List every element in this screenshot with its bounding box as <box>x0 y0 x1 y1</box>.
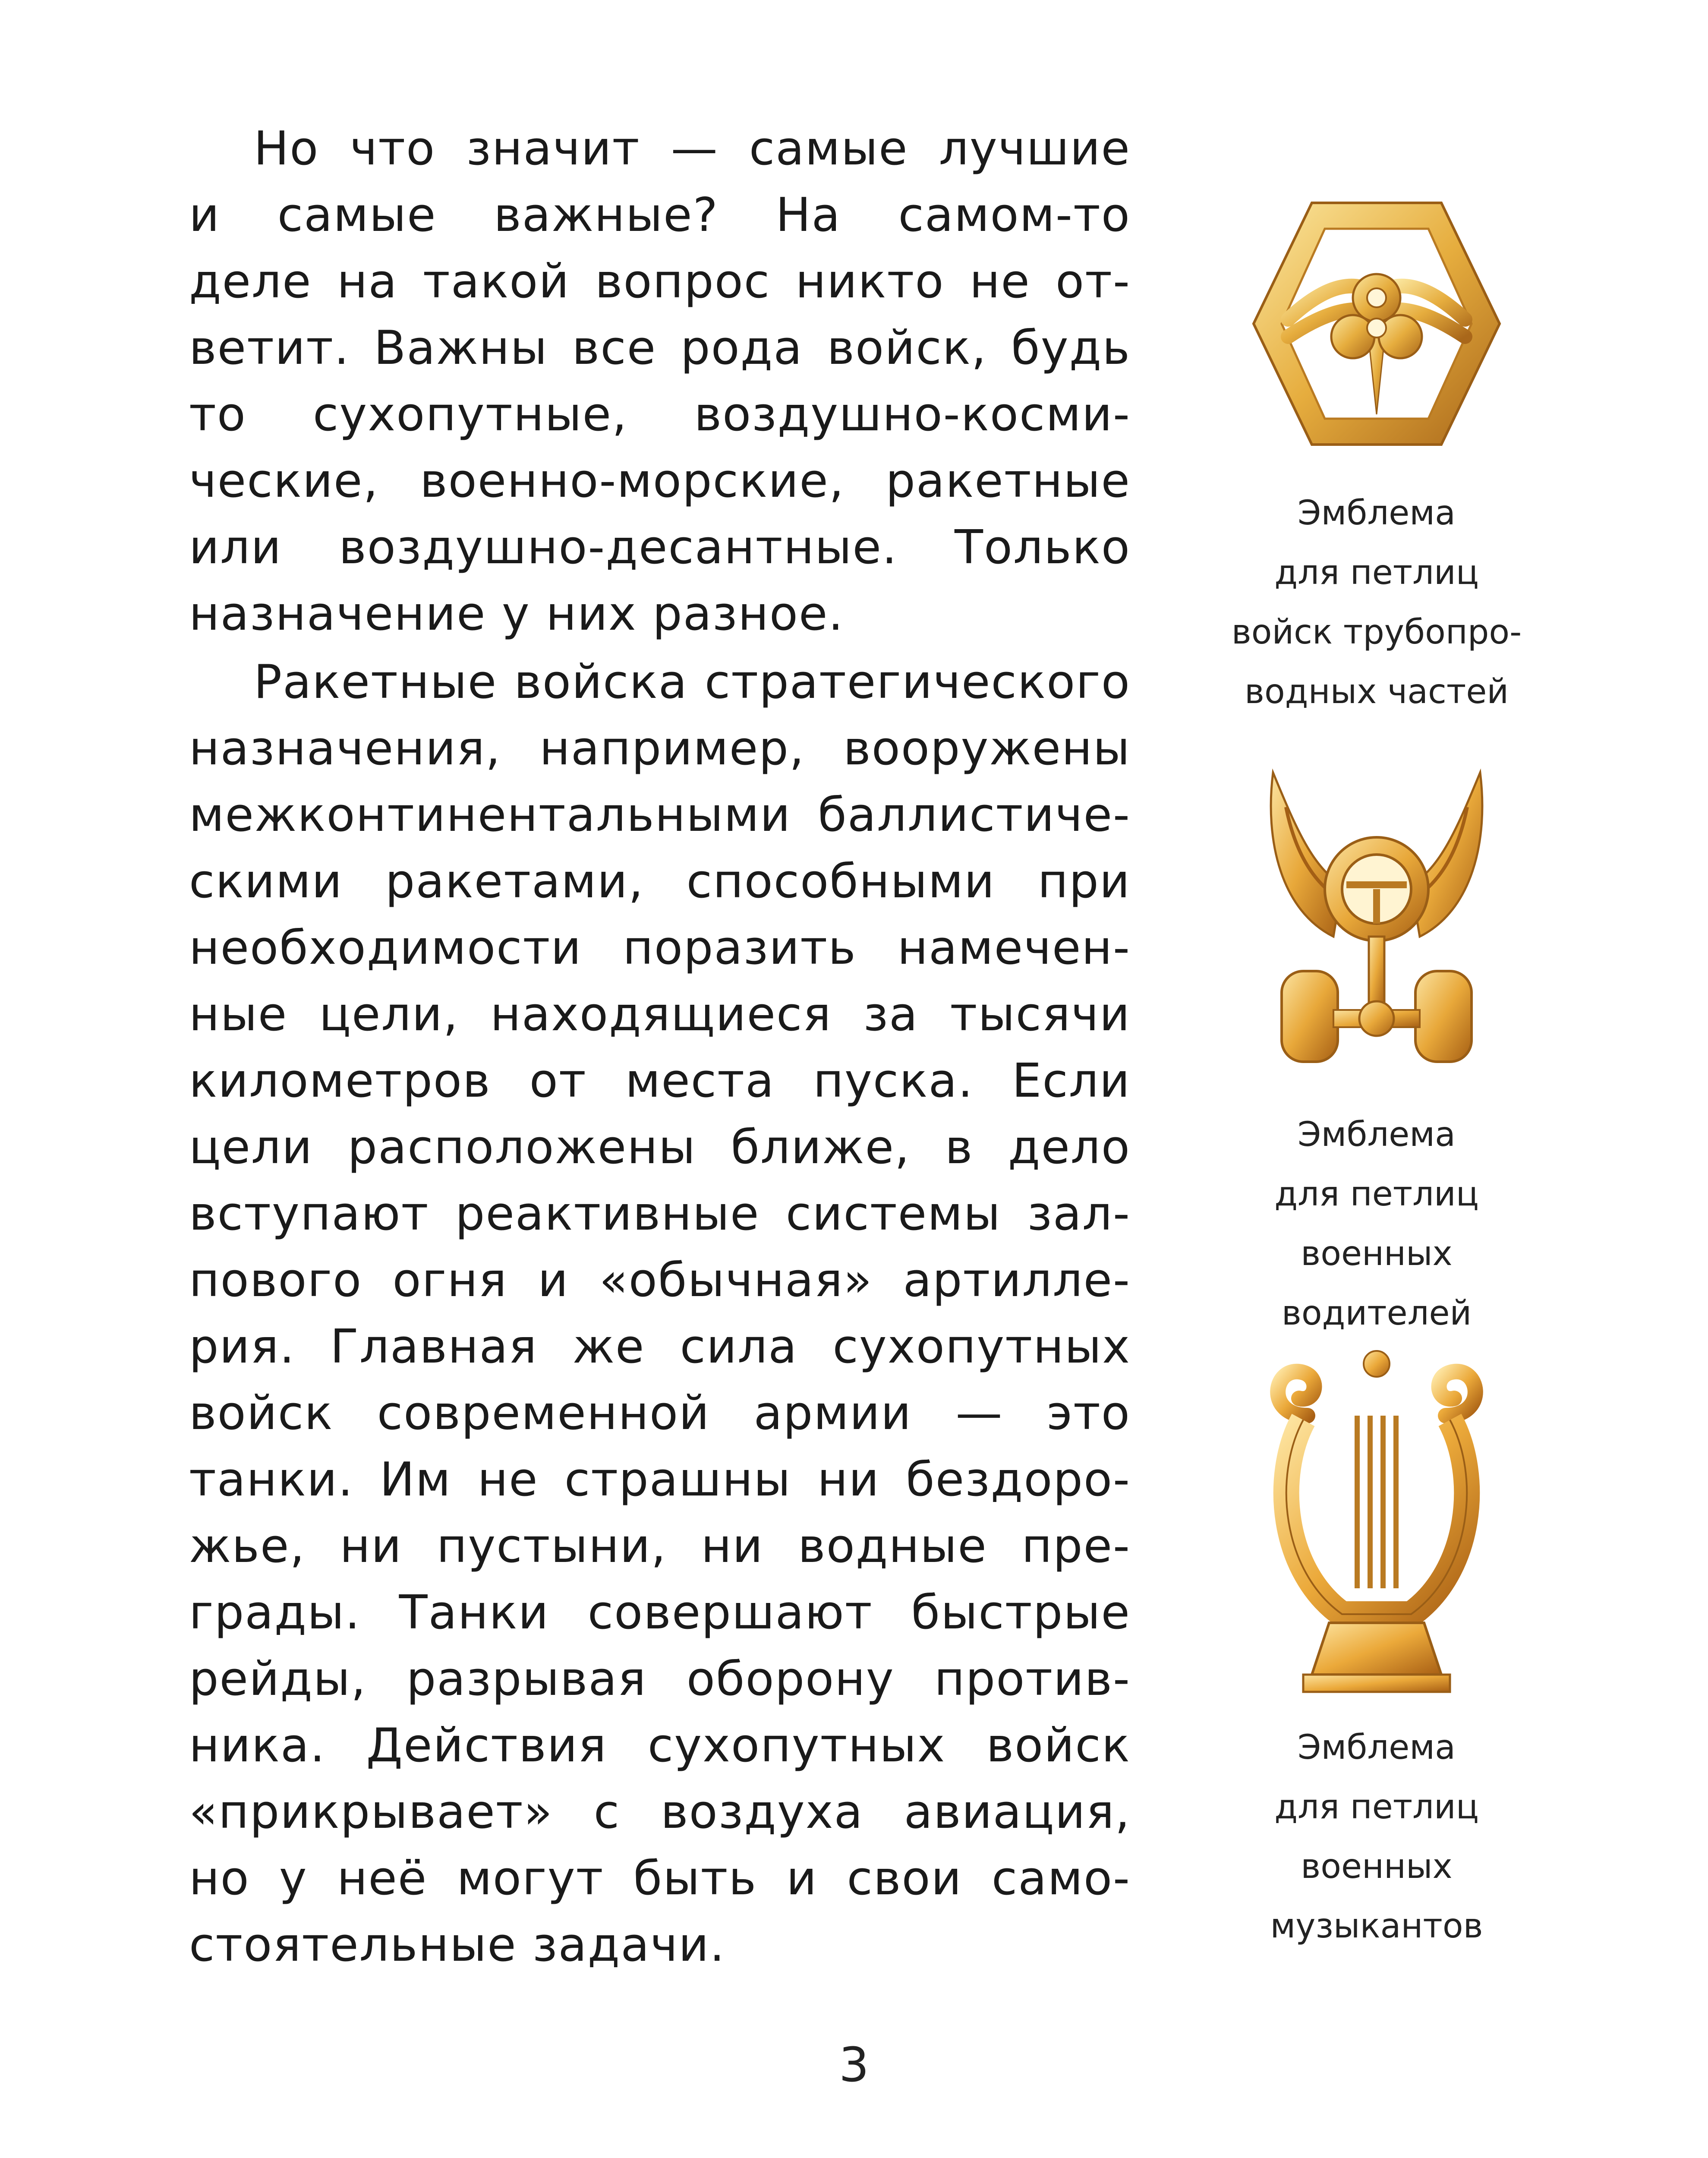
text-line: ческие, военно-морские, ракетные <box>189 454 1131 508</box>
text-line: назначение у них разное. <box>189 587 844 641</box>
text-line: но у неё могут быть и свои само- <box>189 1852 1131 1906</box>
text-line: ника. Действия сухопутных войск <box>189 1719 1131 1773</box>
text-line: Ракетные войска стратегического <box>254 655 1131 709</box>
emblem-caption: Эмблема для петлиц войск трубопро- водных частей <box>1231 494 1522 711</box>
text-line: цели расположены ближе, в дело <box>189 1120 1131 1174</box>
text-line: рейды, разрывая оборону против- <box>189 1652 1131 1706</box>
text-line: пового огня и «обычная» артилле- <box>189 1253 1131 1307</box>
main-text <box>189 116 1131 1978</box>
text-line: ветит. Важны все рода войск, будь <box>189 321 1131 375</box>
winged-wheel-emblem-icon <box>1256 755 1497 1085</box>
text-line: «прикрывает» с воздуха авиация, <box>189 1785 1131 1839</box>
text-line: грады. Танки совершают быстрые <box>189 1586 1131 1640</box>
text-line: километров от места пуска. Если <box>189 1054 1131 1108</box>
text-line: и самые важные? На самом-то <box>189 188 1131 242</box>
text-line: вступают реактивные системы зал- <box>189 1187 1131 1241</box>
text-line: деле на такой вопрос никто не от- <box>189 255 1131 309</box>
page-number: 3 <box>839 2037 869 2092</box>
lyre-emblem-icon <box>1256 1347 1497 1702</box>
text-line: то сухопутные, воздушно-косми- <box>189 388 1131 442</box>
text-line: ные цели, находящиеся за тысячи <box>189 988 1131 1041</box>
text-line: необходимости поразить намечен- <box>189 921 1131 975</box>
text-line: танки. Им не страшны ни бездоро- <box>189 1453 1131 1507</box>
text-line: стоятельные задачи. <box>189 1918 725 1972</box>
text-line: межконтинентальными баллистиче- <box>189 788 1131 842</box>
text-line: жье, ни пустыни, ни водные пре- <box>189 1519 1131 1573</box>
text-line: рия. Главная же сила сухопутных <box>189 1320 1131 1374</box>
emblem-caption: Эмблема для петлиц военных водителей <box>1274 1115 1479 1333</box>
hexagon-pipeline-emblem-icon <box>1247 190 1506 459</box>
text-line: скими ракетами, способными при <box>189 855 1131 909</box>
text-line: назначения, например, вооружены <box>189 722 1131 776</box>
text-line: Но что значит — самые лучшие <box>254 122 1131 176</box>
text-line: войск современной армии — это <box>189 1386 1131 1440</box>
emblem-caption: Эмблема для петлиц военных музыкантов <box>1270 1728 1483 1946</box>
text-line: или воздушно-десантные. Только <box>189 521 1131 574</box>
